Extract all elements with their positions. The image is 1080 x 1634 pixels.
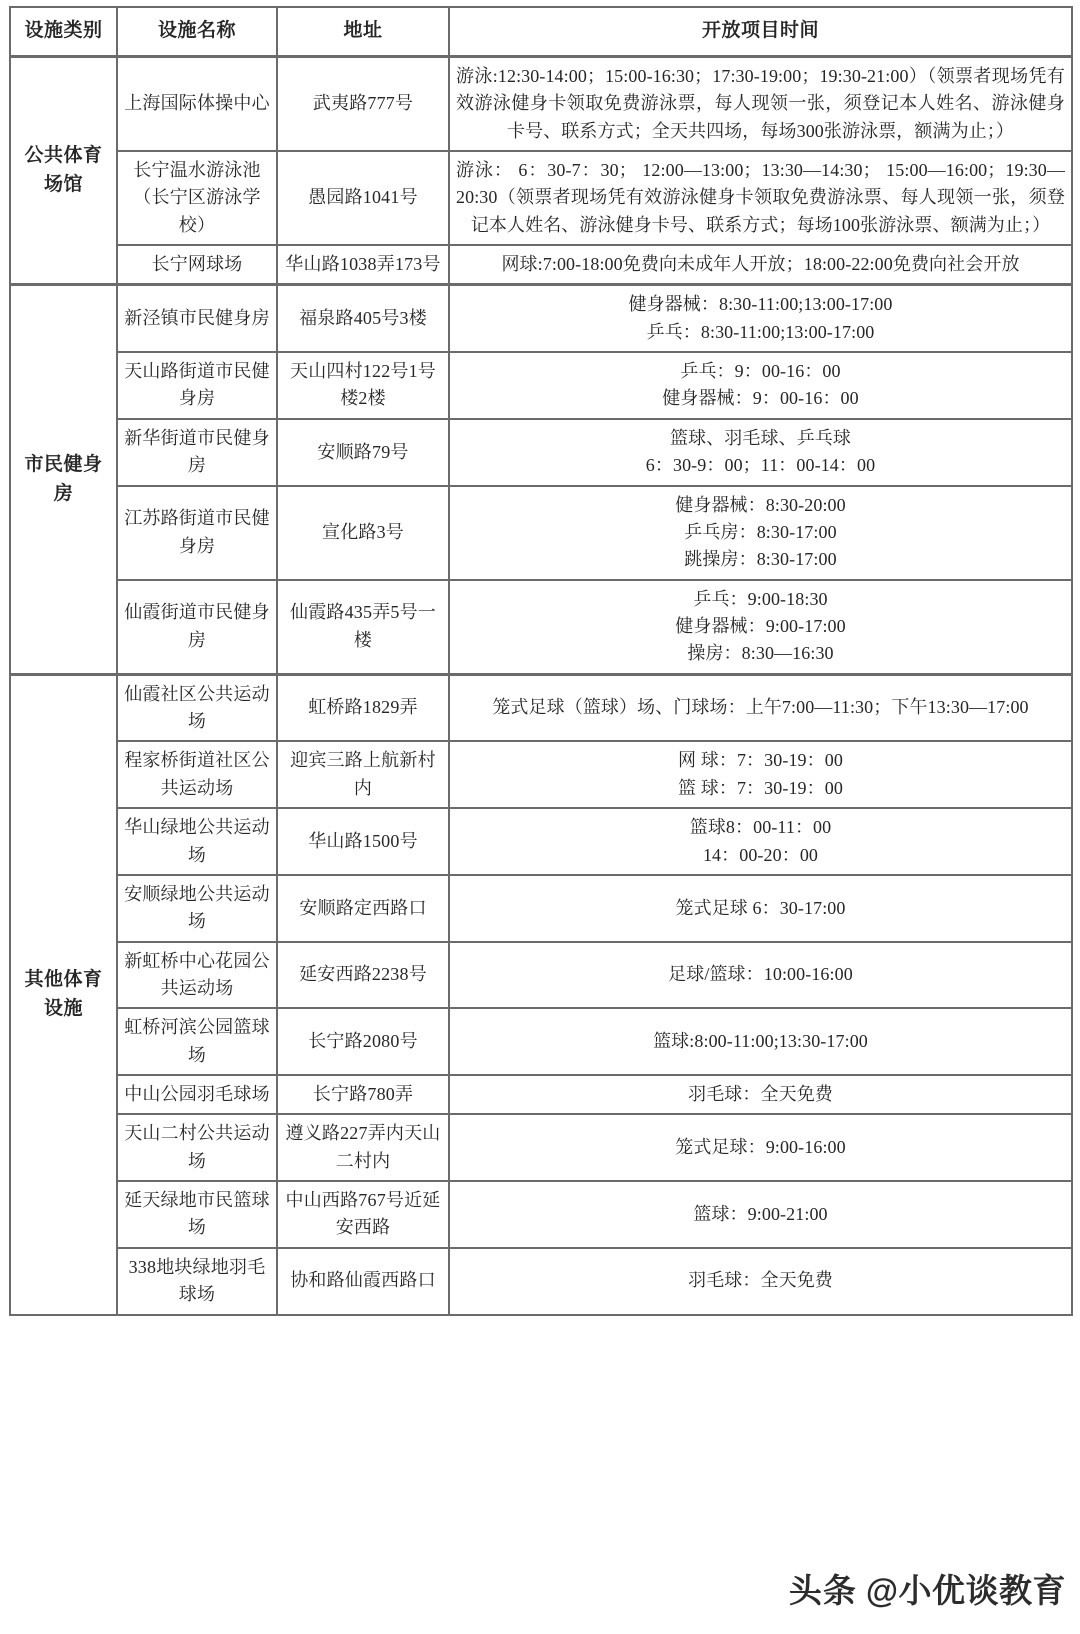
facility-name-cell: 虹桥河滨公园篮球场: [117, 1008, 277, 1075]
facility-address-cell: 延安西路2238号: [277, 942, 449, 1009]
facility-hours-cell: 笼式足球（篮球）场、门球场：上午7:00—11:30；下午13:30—17:00: [449, 674, 1072, 741]
facility-hours-cell: [449, 1114, 1072, 1181]
facility-address-cell: 天山四村122号1号楼2楼: [277, 352, 449, 419]
facility-name-cell: 安顺绿地公共运动场: [117, 875, 277, 942]
facility-hours-cell: [449, 1008, 1072, 1075]
facility-hours-line: 健身器械：8:30-11:00;13:00-17:00: [628, 294, 893, 315]
facility-address-cell: 宣化路3号: [277, 486, 449, 580]
facility-name-cell: 长宁温水游泳池（长宁区游泳学校）: [117, 151, 277, 245]
table-row: [10, 151, 1072, 245]
facility-name-cell: 仙霞社区公共运动场: [117, 674, 277, 741]
facility-name-cell: 华山绿地公共运动场: [117, 808, 277, 875]
facility-hours-line: 篮 球：7：30-19：00: [678, 777, 843, 798]
facility-name-cell: 长宁网球场: [117, 245, 277, 285]
facility-hours-cell: [449, 1075, 1072, 1114]
facility-hours-cell: 网球:7:00-18:00免费向未成年人开放；18:00-22:00免费向社会开放: [449, 245, 1072, 285]
table-row: [10, 1075, 1072, 1114]
facility-hours-line: 笼式足球 6：30-17:00: [675, 897, 846, 918]
facility-address-cell: 迎宾三路上航新村内: [277, 741, 449, 808]
table-row: [10, 875, 1072, 942]
facility-hours-cell: [449, 942, 1072, 1009]
facility-name-cell: 上海国际体操中心: [117, 56, 277, 151]
facility-hours-line: 乒乓：9：00-16：00: [680, 361, 841, 382]
header-row: [10, 7, 1072, 56]
watermark-handle: @小优谈教育: [865, 1572, 1066, 1609]
table-row: [10, 741, 1072, 808]
table-row: [10, 942, 1072, 1009]
facility-address-cell: 安顺路79号: [277, 419, 449, 486]
facility-address-cell: 福泉路405号3楼: [277, 285, 449, 352]
facility-hours-line: 网 球：7：30-19：00: [678, 750, 843, 771]
facility-hours-cell: [449, 285, 1072, 352]
facility-hours-line: 跳操房：8:30-17:00: [684, 549, 837, 570]
facility-name-cell: 新泾镇市民健身房: [117, 285, 277, 352]
facility-hours-line: 14：00-20：00: [702, 844, 819, 865]
facility-address-cell: 武夷路777号: [277, 56, 449, 151]
facility-name-cell: 江苏路街道市民健身房: [117, 486, 277, 580]
table-row: [10, 486, 1072, 580]
facility-name-cell: 仙霞街道市民健身房: [117, 580, 277, 675]
facility-hours-cell: 游泳:12:30-14:00；15:00-16:30；17:30-19:00；19:30-21:00）（领票者现场凭有效游泳健身卡领取免费游泳票，每人现领一张，须登记本人姓名、游泳健身卡号、联系方式；全天共四场，每场300张游泳票，额满为止；）: [449, 56, 1072, 151]
table-row: [10, 674, 1072, 741]
table-body: [10, 56, 1072, 1314]
facility-address-cell: 华山路1038弄173号: [277, 245, 449, 285]
facility-address-cell: 仙霞路435弄5号一楼: [277, 580, 449, 675]
facility-hours-line: 健身器械：9：00-16：00: [662, 388, 859, 409]
facility-hours-cell: 游泳： 6：30-7：30； 12:00—13:00；13:30—14:30； 15:00—16:00；19:30—20:30（领票者现场凭有效游泳健身卡领取免费游泳票、每人现领一张，须登记本人姓名、游泳健身卡号、联系方式；每场100张游泳票、额满为止；）: [449, 151, 1072, 245]
facility-hours-line: 足球/篮球：10:00-16:00: [668, 964, 853, 985]
facility-hours-line: 6：30-9：00；11：00-14：00: [645, 455, 876, 476]
facility-category-cell: 其他体育设施: [10, 674, 117, 1314]
facility-hours-line: 乒乓：8:30-11:00;13:00-17:00: [646, 321, 875, 342]
facility-hours-cell: [449, 1248, 1072, 1315]
facility-name-cell: 程家桥街道社区公共运动场: [117, 741, 277, 808]
table-row: [10, 580, 1072, 675]
facility-hours-line: 笼式足球：9:00-16:00: [675, 1137, 846, 1158]
facility-address-cell: 安顺路定西路口: [277, 875, 449, 942]
facility-category-cell: 公共体育场馆: [10, 56, 117, 285]
watermark: [789, 1565, 1066, 1612]
facility-hours-cell: [449, 580, 1072, 675]
table-row: [10, 1248, 1072, 1315]
facility-hours-line: 健身器械：9:00-17:00: [675, 615, 846, 636]
facility-address-cell: 长宁路2080号: [277, 1008, 449, 1075]
facility-category-cell: 市民健身房: [10, 285, 117, 674]
facility-name-cell: 延天绿地市民篮球场: [117, 1181, 277, 1248]
table-row: [10, 56, 1072, 151]
table-row: [10, 419, 1072, 486]
facility-hours-cell: [449, 1181, 1072, 1248]
facility-hours-line: 羽毛球：全天免费: [688, 1084, 833, 1105]
facility-hours-line: 健身器械：8:30-20:00: [675, 494, 846, 515]
facility-hours-line: 篮球:8:00-11:00;13:30-17:00: [653, 1030, 868, 1051]
column-header-category: 设施类别: [10, 7, 117, 56]
table-header: [10, 7, 1072, 56]
table-row: [10, 808, 1072, 875]
table-row: [10, 245, 1072, 285]
table-row: [10, 1181, 1072, 1248]
facility-address-cell: 华山路1500号: [277, 808, 449, 875]
facility-hours-line: 羽毛球：全天免费: [688, 1270, 833, 1291]
watermark-brand: 头条: [788, 1572, 857, 1609]
facility-hours-line: 篮球：9:00-21:00: [693, 1203, 828, 1224]
sports-facility-table: [9, 6, 1073, 1316]
facility-hours-line: 操房：8:30—16:30: [687, 643, 834, 664]
facility-hours-cell: [449, 352, 1072, 419]
facility-address-cell: 协和路仙霞西路口: [277, 1248, 449, 1315]
facility-name-cell: 天山路街道市民健身房: [117, 352, 277, 419]
table-row: [10, 352, 1072, 419]
facility-name-cell: 新华街道市民健身房: [117, 419, 277, 486]
facility-hours-cell: [449, 808, 1072, 875]
facility-address-cell: 长宁路780弄: [277, 1075, 449, 1114]
facility-address-cell: 遵义路227弄内天山二村内: [277, 1114, 449, 1181]
column-header-hours: 开放项目时间: [449, 7, 1072, 56]
table-row: [10, 1008, 1072, 1075]
facility-hours-line: 篮球、羽毛球、乒乓球: [670, 427, 851, 448]
facility-hours-cell: [449, 741, 1072, 808]
facility-address-cell: 虹桥路1829弄: [277, 674, 449, 741]
facility-hours-line: 乒乓房：8:30-17:00: [684, 521, 837, 542]
facility-hours-line: 篮球8：00-11：00: [689, 817, 832, 838]
table-row: [10, 1114, 1072, 1181]
facility-hours-cell: [449, 419, 1072, 486]
table-row: [10, 285, 1072, 352]
facility-hours-cell: [449, 486, 1072, 580]
facility-name-cell: 338地块绿地羽毛球场: [117, 1248, 277, 1315]
column-header-address: 地址: [277, 7, 449, 56]
facility-name-cell: 新虹桥中心花园公共运动场: [117, 942, 277, 1009]
facility-name-cell: 中山公园羽毛球场: [117, 1075, 277, 1114]
facility-hours-line: 乒乓：9:00-18:30: [693, 588, 828, 609]
facility-address-cell: 中山西路767号近延安西路: [277, 1181, 449, 1248]
facility-address-cell: 愚园路1041号: [277, 151, 449, 245]
column-header-name: 设施名称: [117, 7, 277, 56]
facility-hours-cell: [449, 875, 1072, 942]
facility-name-cell: 天山二村公共运动场: [117, 1114, 277, 1181]
